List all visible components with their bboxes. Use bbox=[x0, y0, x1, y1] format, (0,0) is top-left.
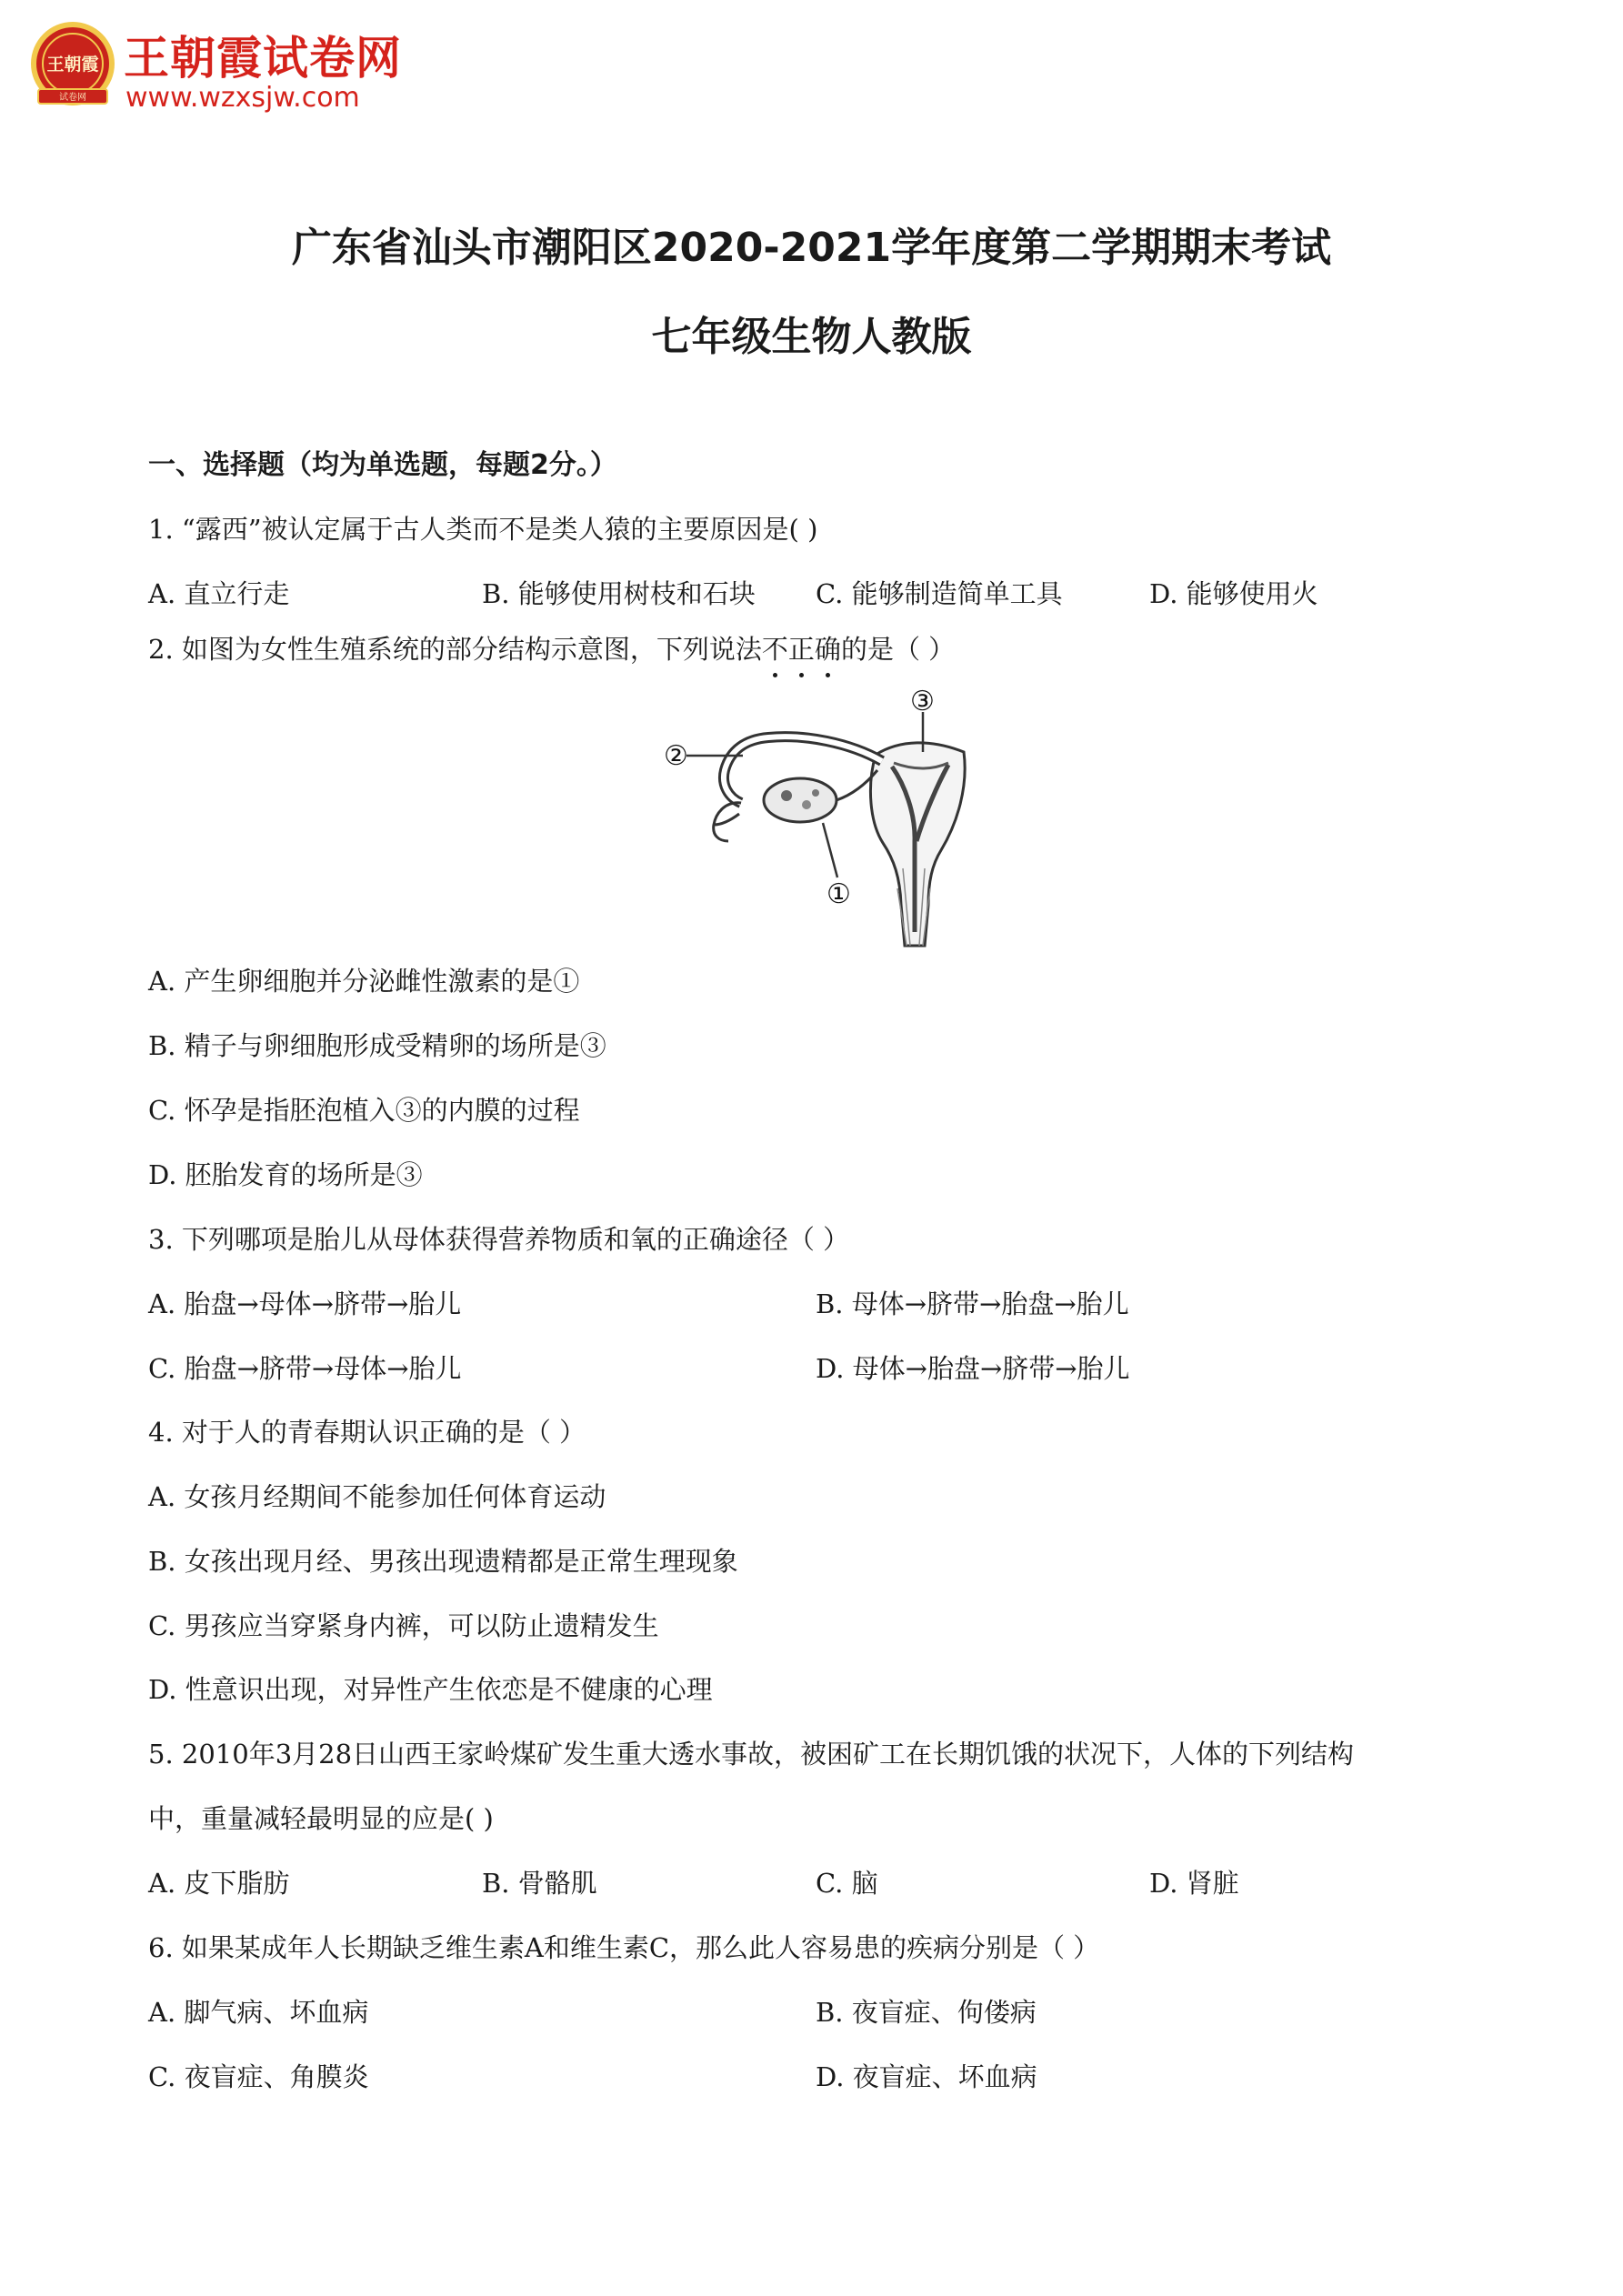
question-1-stem: 1. “露西”被认定属于古人类而不是类人猿的主要原因是( ) bbox=[148, 514, 818, 545]
question-5-option-b: B. 骨骼肌 bbox=[482, 1868, 597, 1899]
question-4-option-a: A. 女孩月经期间不能参加任何体育运动 bbox=[148, 1481, 606, 1512]
logo-site-name: 王朝霞试卷网 bbox=[124, 32, 402, 85]
question-3-option-a: A. 胎盘→母体→脐带→胎儿 bbox=[148, 1288, 462, 1319]
question-1-option-c: C. 能够制造简单工具 bbox=[816, 578, 1063, 609]
question-3-stem: 3. 下列哪项是胎儿从母体获得营养物质和氧的正确途径（ ） bbox=[148, 1224, 850, 1255]
question-6-option-a: A. 脚气病、坏血病 bbox=[148, 1997, 369, 2028]
site-logo bbox=[25, 18, 407, 120]
question-5-stem: 5. 2010年3月28日山西王家岭煤矿发生重大透水事故，被困矿工在长期饥饿的状况下，人体的下列结构 bbox=[148, 1739, 1355, 1770]
diagram-label-uterus: ③ bbox=[910, 687, 935, 717]
question-4-option-c: C. 男孩应当穿紧身内裤，可以防止遗精发生 bbox=[148, 1610, 659, 1641]
logo-site-url: www.wzxsjw.com bbox=[125, 82, 360, 114]
emphasis-char: 不 bbox=[762, 634, 788, 665]
emphasis-dot bbox=[799, 673, 804, 677]
question-6-option-c: C. 夜盲症、角膜炎 bbox=[148, 2061, 369, 2092]
question-3-option-c: C. 胎盘→脐带→母体→胎儿 bbox=[148, 1353, 462, 1384]
question-4-option-d: D. 性意识出现，对异性产生依恋是不健康的心理 bbox=[148, 1674, 713, 1705]
question-4-stem: 4. 对于人的青春期认识正确的是（ ） bbox=[148, 1417, 586, 1448]
question-2-stem-end: 的是（ ） bbox=[840, 634, 956, 665]
question-1-option-d: D. 能够使用火 bbox=[1149, 578, 1318, 609]
question-2-option-a: A. 产生卵细胞并分泌雌性激素的是① bbox=[148, 966, 580, 997]
question-3-option-b: B. 母体→脐带→胎盘→胎儿 bbox=[816, 1288, 1129, 1319]
question-5-option-c: C. 脑 bbox=[816, 1868, 878, 1899]
question-5-option-a: A. 皮下脂肪 bbox=[148, 1868, 290, 1899]
reproductive-system-diagram bbox=[659, 687, 987, 950]
svg-text:试卷网: 试卷网 bbox=[59, 93, 86, 103]
diagram-label-oviduct: ② bbox=[664, 740, 688, 772]
question-3-option-d: D. 母体→胎盘→脐带→胎儿 bbox=[816, 1353, 1130, 1384]
question-6-option-b: B. 夜盲症、佝偻病 bbox=[816, 1997, 1037, 2028]
question-6-stem: 6. 如果某成年人长期缺乏维生素A和维生素C，那么此人容易患的疾病分别是（ ） bbox=[148, 1932, 1100, 1963]
question-2-option-d: D. 胚胎发育的场所是③ bbox=[148, 1159, 423, 1190]
emphasis-char: 正 bbox=[788, 634, 815, 665]
logo-badge-icon bbox=[25, 18, 120, 113]
question-5-option-d: D. 肾脏 bbox=[1149, 1868, 1239, 1899]
question-1-option-a: A. 直立行走 bbox=[148, 578, 290, 609]
question-2-stem bbox=[148, 631, 955, 667]
diagram-label-ovary: ① bbox=[827, 878, 851, 910]
emphasis-char: 确 bbox=[815, 634, 841, 665]
question-2-stem-start: 2. 如图为女性生殖系统的部分结构示意图，下列说法 bbox=[148, 634, 762, 665]
question-2-option-b: B. 精子与卵细胞形成受精卵的场所是③ bbox=[148, 1030, 606, 1061]
question-4-option-b: B. 女孩出现月经、男孩出现遗精都是正常生理现象 bbox=[148, 1546, 738, 1577]
question-6-option-d: D. 夜盲症、坏血病 bbox=[816, 2061, 1037, 2092]
section-heading: 一、选择题（均为单选题，每题2分。） bbox=[148, 449, 617, 481]
emphasis-dot bbox=[826, 673, 830, 677]
svg-text:王朝霞: 王朝霞 bbox=[46, 55, 99, 75]
question-2-option-c: C. 怀孕是指胚泡植入③的内膜的过程 bbox=[148, 1095, 580, 1126]
exam-subtitle: 七年级生物人教版 bbox=[651, 314, 972, 360]
question-5-stem-cont: 中，重量减轻最明显的应是( ) bbox=[148, 1803, 494, 1834]
emphasis-dot bbox=[773, 673, 777, 677]
exam-title: 广东省汕头市潮阳区2020-2021学年度第二学期期末考试 bbox=[291, 225, 1332, 271]
question-1-option-b: B. 能够使用树枝和石块 bbox=[482, 578, 756, 609]
